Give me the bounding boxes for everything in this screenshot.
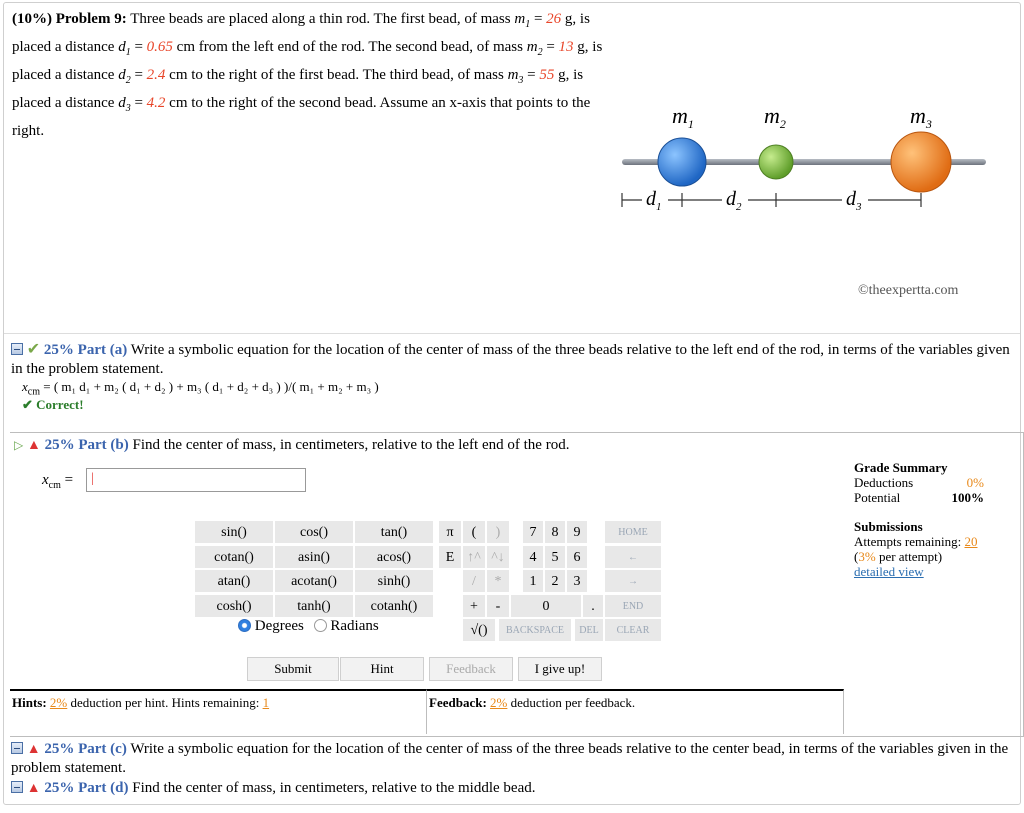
detailed-view-link[interactable]: detailed view	[854, 564, 924, 579]
d1-label: $d_1$	[646, 188, 662, 213]
correct-status: ✔ Correct!	[22, 397, 84, 412]
m3-label: $m_3$	[910, 103, 932, 131]
copyright-credit: ©theexpertta.com	[858, 283, 959, 298]
key-digit-4[interactable]: 4	[522, 545, 544, 569]
expand-icon[interactable]	[11, 781, 23, 793]
m1-label: $m_1$	[672, 103, 694, 131]
d2-label: $d_2$	[726, 188, 742, 213]
part-d-label: 25% Part (d)	[44, 780, 129, 796]
key-digit-5[interactable]: 5	[544, 545, 566, 569]
key-digit-1[interactable]: 1	[522, 569, 544, 593]
attempts-value: 20	[964, 534, 978, 549]
key-open-paren[interactable]: (	[462, 520, 486, 544]
d3-value: 4.2	[146, 95, 166, 111]
m1-value: 26	[546, 11, 562, 27]
key-atan[interactable]: atan()	[194, 569, 274, 593]
problem-text-4: g, is placed a distance	[12, 39, 603, 83]
key-lower[interactable]: ^↓	[486, 545, 510, 569]
key-end[interactable]: END	[604, 594, 662, 618]
warning-icon: ▲	[26, 742, 41, 757]
play-icon[interactable]: ▷	[14, 438, 24, 452]
m2-label: $m_2$	[764, 103, 786, 131]
radians-label: Radians	[330, 618, 379, 634]
key-raise[interactable]: ↑^	[462, 545, 486, 569]
hints-pct: 2%	[49, 695, 68, 710]
key-acotan[interactable]: acotan()	[274, 569, 354, 593]
answer-input[interactable]: |	[86, 468, 306, 492]
key-clear[interactable]: CLEAR	[604, 618, 662, 642]
hints-remaining: 1	[262, 695, 270, 710]
key-divide[interactable]: /	[462, 569, 486, 593]
grade-summary-title: Grade Summary	[854, 460, 948, 475]
per-attempt-label: per attempt)	[875, 549, 943, 564]
check-icon: ✔	[26, 341, 41, 358]
key-cosh[interactable]: cosh()	[194, 594, 274, 618]
d3-label: $d_3$	[846, 188, 862, 213]
key-left-arrow[interactable]: ←	[604, 545, 662, 569]
key-close-paren[interactable]: )	[486, 520, 510, 544]
key-digit-6[interactable]: 6	[566, 545, 588, 569]
problem-text-7: cm to the right of the second bead. Assume an x-axis that points to the right.	[12, 95, 591, 139]
key-tan[interactable]: tan()	[354, 520, 434, 544]
angle-mode	[238, 618, 379, 635]
part-b-heading	[14, 437, 569, 454]
key-cos[interactable]: cos()	[274, 520, 354, 544]
deductions-value: 0%	[966, 475, 984, 490]
part-a-text: Write a symbolic equation for the location of the center of mass of the three beads relative to the left end of the rod, in terms of the variables given in the problem statement.	[11, 342, 1010, 377]
key-plus[interactable]: +	[462, 594, 486, 618]
key-home[interactable]: HOME	[604, 520, 662, 544]
key-sin[interactable]: sin()	[194, 520, 274, 544]
key-sqrt[interactable]: √()	[462, 618, 496, 642]
key-right-arrow[interactable]: →	[604, 569, 662, 593]
bead-2	[759, 145, 793, 179]
grade-summary: Grade Summary Deductions 0% Potential 100% Submissions Attempts remaining: 20 (3% per attempt) detailed view	[854, 460, 984, 579]
problem-text-5: cm to the right of the first bead. The third bead, of mass	[165, 67, 508, 83]
bead-1	[658, 138, 706, 186]
problem-text-6: g, is placed a distance	[12, 67, 584, 111]
submissions-title: Submissions	[854, 519, 923, 534]
problem-text-1: Three beads are placed along a thin rod. The first bead, of mass	[130, 11, 515, 27]
part-a	[11, 340, 1011, 379]
collapse-icon[interactable]	[11, 343, 23, 355]
hints-section	[10, 689, 427, 734]
problem-header: (10%) Problem 9:	[12, 11, 127, 27]
d1-value: 0.65	[146, 39, 173, 55]
problem-text-3: cm from the left end of the rod. The second bead, of mass	[172, 39, 527, 55]
beads-diagram	[610, 95, 1000, 295]
part-c-label: 25% Part (c)	[44, 741, 127, 757]
key-pi[interactable]: π	[438, 520, 462, 544]
key-digit-8[interactable]: 8	[544, 520, 566, 544]
part-b-text: Find the center of mass, in centimeters, relative to the left end of the rod.	[132, 437, 570, 453]
problem-statement: (10%) Problem 9: Three beads are placed along a thin rod. The first bead, of mass $m_1 = 26$ g, is placed a distance $d_1 = 0.65$ cm from the left end of the rod. The second bead, of mass $m_2 = 13$ g, is placed a distance $d_2 = 2.4$ cm to the right of the first bead. The third bead, of mass $m_3 = 55$ g, is placed a distance $d_3 = 4.2$ cm to the right of the second bead. Assume an x-axis that points to the right.	[12, 11, 603, 139]
key-digit-7[interactable]: 7	[522, 520, 544, 544]
key-multiply[interactable]: *	[486, 569, 510, 593]
problem-text-2: g, is placed a distance	[12, 11, 590, 55]
expand-icon[interactable]	[11, 742, 23, 754]
divider	[4, 333, 1020, 334]
per-attempt-pct: 3%	[858, 549, 876, 564]
m2-value: 13	[558, 39, 574, 55]
submit-button[interactable]: Submit	[247, 657, 339, 681]
part-a-equation: $x_{cm}$ = ( m₁ d₁ + m₂ ( d₁ + d₂ ) + m₃ ( d₁ + d₂ + d₃ ) )/( m₁ + m₂ + m₃ )	[22, 379, 379, 398]
hint-button[interactable]: Hint	[340, 657, 424, 681]
part-d-text: Find the center of mass, in centimeters, relative to the middle bead.	[132, 780, 536, 796]
key-exponent-e[interactable]: E	[438, 545, 462, 569]
hints-label: Hints:	[12, 695, 47, 710]
radians-radio[interactable]	[314, 619, 327, 632]
feedback-label: Feedback:	[429, 695, 487, 710]
key-sinh[interactable]: sinh()	[354, 569, 434, 593]
degrees-radio[interactable]	[238, 619, 251, 632]
attempts-label: Attempts remaining:	[854, 534, 965, 549]
key-asin[interactable]: asin()	[274, 545, 354, 569]
deductions-label: Deductions	[854, 475, 914, 490]
xcm-label: $x_{cm}$ =	[42, 472, 74, 491]
key-digit-9[interactable]: 9	[566, 520, 588, 544]
key-cotanh[interactable]: cotanh()	[354, 594, 434, 618]
key-digit-2[interactable]: 2	[544, 569, 566, 593]
part-d	[11, 779, 1011, 798]
key-digit-3[interactable]: 3	[566, 569, 588, 593]
key-minus[interactable]: -	[486, 594, 510, 618]
m1-symbol: $m_1$	[514, 11, 531, 30]
feedback-section	[427, 689, 844, 734]
part-c	[11, 740, 1011, 778]
potential-label: Potential	[854, 490, 901, 505]
feedback-pct: 2%	[490, 695, 508, 710]
key-tanh[interactable]: tanh()	[274, 594, 354, 618]
key-del[interactable]: DEL	[574, 618, 604, 642]
m3-value: 55	[539, 67, 555, 83]
hints-text: deduction per hint. Hints remaining:	[67, 695, 263, 710]
feedback-button: Feedback	[429, 657, 513, 681]
key-backspace[interactable]: BACKSPACE	[498, 618, 572, 642]
part-c-text: Write a symbolic equation for the location of the center of mass of the three beads relative to the center bead, in terms of the variables given in the problem statement.	[11, 741, 1009, 776]
feedback-text: deduction per feedback.	[507, 695, 636, 710]
give-up-button[interactable]: I give up!	[518, 657, 602, 681]
bead-3	[891, 132, 951, 192]
d2-value: 2.4	[146, 67, 166, 83]
part-b-label: 25% Part (b)	[44, 437, 129, 453]
key-acos[interactable]: acos()	[354, 545, 434, 569]
key-digit-0[interactable]: 0	[510, 594, 582, 618]
warning-icon: ▲	[26, 438, 41, 453]
warning-icon: ▲	[26, 781, 41, 796]
key-cotan[interactable]: cotan()	[194, 545, 274, 569]
key-digit-dot[interactable]: .	[582, 594, 604, 618]
part-a-label: 25% Part (a)	[43, 342, 128, 358]
potential-value: 100%	[951, 490, 984, 505]
degrees-label: Degrees	[254, 618, 304, 634]
